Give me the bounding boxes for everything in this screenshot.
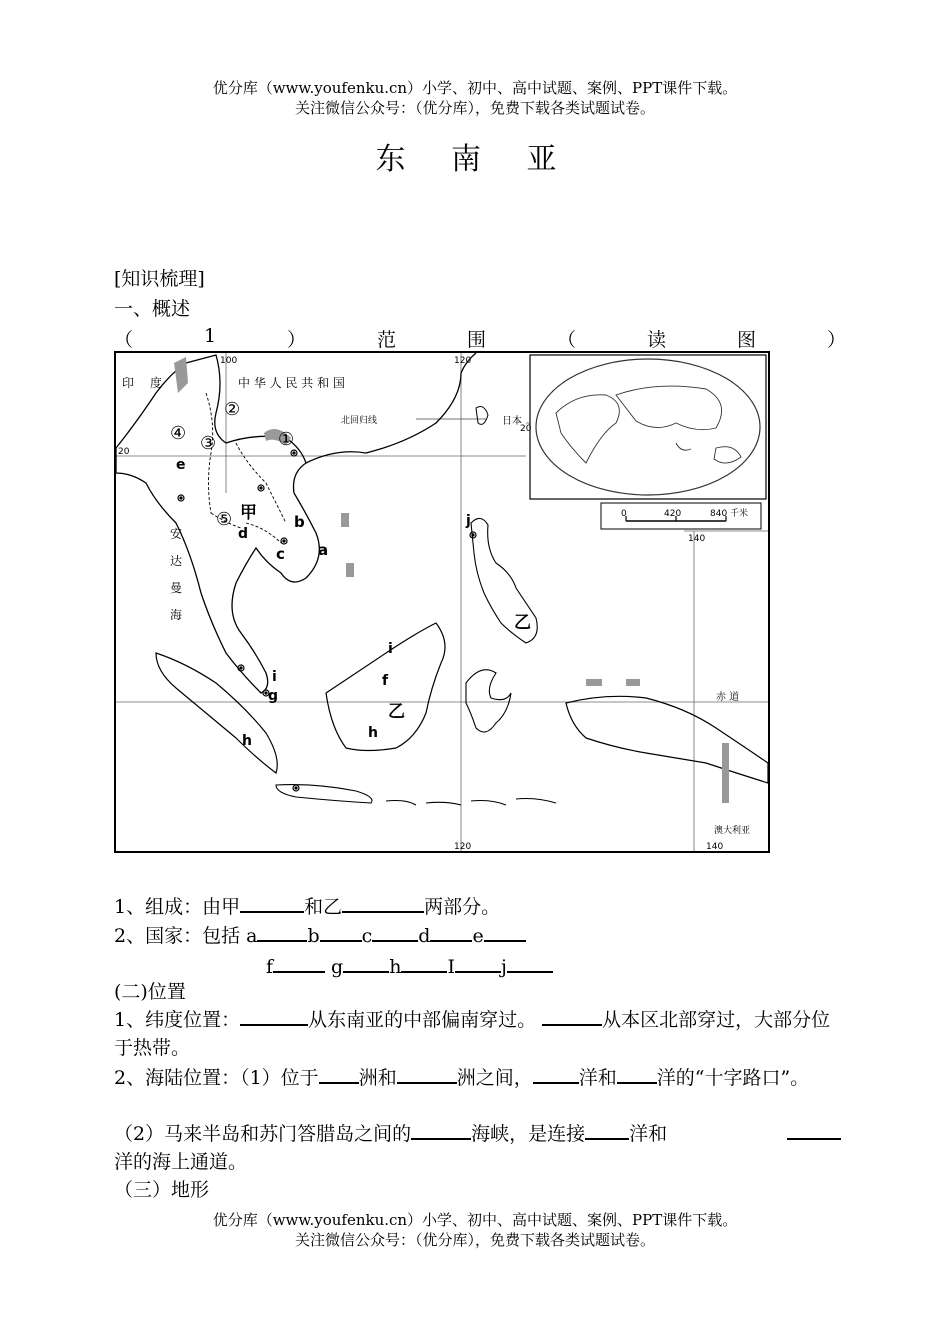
range-part: ） bbox=[826, 329, 846, 351]
letter-h: h bbox=[368, 725, 378, 741]
answer-blank[interactable] bbox=[585, 1120, 629, 1140]
taiwan bbox=[476, 407, 488, 425]
range-part: （ bbox=[557, 329, 577, 351]
letter-d: d bbox=[238, 526, 249, 542]
sea-text: 洲和 bbox=[358, 1067, 397, 1089]
answer-blank[interactable] bbox=[411, 1120, 471, 1140]
strait-text: （2）马来半岛和苏门答腊岛之间的 bbox=[114, 1123, 412, 1145]
letter-h: h bbox=[242, 733, 252, 749]
q2-text: f bbox=[266, 956, 274, 978]
answer-blank[interactable] bbox=[319, 1064, 359, 1084]
shaded-coast bbox=[174, 357, 188, 393]
q2-text: I bbox=[447, 956, 455, 978]
region-yi: 乙 bbox=[388, 702, 405, 722]
answer-blank[interactable] bbox=[372, 922, 418, 942]
letter-j: j bbox=[466, 513, 471, 529]
capital-markers bbox=[178, 450, 476, 791]
answer-blank[interactable] bbox=[455, 953, 501, 973]
map-label-india: 印 bbox=[122, 376, 135, 390]
strait-text: 洋的海上通道。 bbox=[114, 1151, 248, 1173]
map-label-equator: 赤 道 bbox=[716, 692, 740, 703]
map-label-china: 中 华 人 民 共 和 国 bbox=[238, 376, 345, 390]
answer-blank[interactable] bbox=[542, 1006, 602, 1026]
range-part: 读 bbox=[646, 329, 666, 351]
circled-number: ② bbox=[224, 399, 241, 420]
circled-number: ④ bbox=[170, 423, 187, 444]
scale-label: 0 bbox=[621, 509, 627, 519]
sea-text: 洋和 bbox=[578, 1067, 617, 1089]
strait-text: 海峡，是连接 bbox=[471, 1123, 586, 1145]
shaded-coast bbox=[586, 679, 602, 686]
answer-blank[interactable] bbox=[240, 893, 304, 913]
lon-label: 140 bbox=[706, 842, 724, 851]
lesser-sunda bbox=[386, 799, 556, 806]
range-part: 围 bbox=[467, 329, 487, 351]
map-label-australia: 澳大利亚 bbox=[714, 826, 751, 836]
map-label-india: 度 bbox=[150, 376, 163, 390]
circled-number: ⑤ bbox=[216, 509, 233, 530]
answer-blank[interactable] bbox=[533, 1064, 579, 1084]
answer-blank[interactable] bbox=[342, 893, 424, 913]
region-jia: 甲 bbox=[240, 503, 257, 523]
question-composition bbox=[114, 893, 500, 919]
sumatra bbox=[156, 653, 277, 773]
range-part: ） bbox=[287, 329, 307, 351]
southeast-asia-map bbox=[114, 351, 770, 853]
letter-i: i bbox=[388, 641, 393, 657]
map-label-andaman: 达 bbox=[170, 554, 183, 568]
q1-text: 1、组成：由甲 bbox=[114, 896, 241, 918]
q2-text: b bbox=[307, 925, 320, 947]
q2-text: 2、国家：包括 a bbox=[114, 925, 258, 947]
q2-text: d bbox=[418, 925, 431, 947]
range-part: （ bbox=[114, 329, 134, 351]
header-line-1: 优分库（www.youfenku.cn）小学、初中、高中试题、案例、PPT课件下载。 bbox=[212, 79, 738, 97]
footer-line-2: 关注微信公众号：（优分库），免费下载各类试题试卷。 bbox=[294, 1231, 655, 1249]
section-terrain: （三）地形 bbox=[114, 1179, 210, 1201]
shaded-coast bbox=[722, 743, 729, 803]
answer-blank[interactable] bbox=[787, 1120, 841, 1140]
new-guinea bbox=[566, 696, 768, 783]
question-countries-2 bbox=[266, 953, 553, 979]
answer-blank[interactable] bbox=[507, 953, 553, 973]
lon-label: 100 bbox=[220, 356, 238, 366]
q2-text: g bbox=[331, 956, 344, 978]
region-yi: 乙 bbox=[514, 613, 531, 633]
shaded-coast bbox=[341, 513, 349, 527]
letter-c: c bbox=[276, 545, 285, 563]
scale-label: 840 千米 bbox=[710, 509, 749, 519]
strait-text: 洋和 bbox=[629, 1123, 668, 1145]
sea-text: 洲之间， bbox=[456, 1067, 533, 1089]
q2-text: h bbox=[389, 956, 402, 978]
answer-blank[interactable] bbox=[484, 922, 526, 942]
circled-number: ③ bbox=[200, 433, 217, 454]
letter-f: f bbox=[382, 673, 389, 689]
range-heading bbox=[114, 325, 846, 352]
map-label-andaman: 安 bbox=[170, 527, 183, 541]
answer-blank[interactable] bbox=[320, 922, 362, 942]
shaded-coast bbox=[626, 679, 640, 686]
q1-text: 两部分。 bbox=[424, 896, 501, 918]
footer-line-1: 优分库（www.youfenku.cn）小学、初中、高中试题、案例、PPT课件下载。 bbox=[212, 1211, 738, 1229]
page-title: 东 南 亚 bbox=[375, 142, 575, 177]
china-coast bbox=[306, 353, 476, 463]
scale-label: 420 bbox=[664, 509, 682, 519]
lon-label: 140 bbox=[688, 534, 706, 544]
lon-label: 120 bbox=[454, 842, 472, 851]
shaded-coast bbox=[346, 563, 354, 577]
question-sea-land bbox=[114, 1064, 846, 1092]
q1-text: 和乙 bbox=[304, 896, 343, 918]
section-position: (二)位置 bbox=[114, 981, 186, 1003]
question-countries bbox=[114, 922, 526, 948]
answer-blank[interactable] bbox=[240, 1006, 308, 1026]
sea-text: 2、海陆位置：（1）位于 bbox=[114, 1067, 319, 1089]
answer-blank[interactable] bbox=[617, 1064, 657, 1084]
java bbox=[276, 785, 372, 803]
answer-blank[interactable] bbox=[273, 953, 325, 973]
letter-a: a bbox=[318, 541, 329, 559]
answer-blank[interactable] bbox=[430, 922, 472, 942]
answer-blank[interactable] bbox=[343, 953, 389, 973]
answer-blank[interactable] bbox=[401, 953, 447, 973]
answer-blank[interactable] bbox=[257, 922, 307, 942]
range-part: 范 bbox=[377, 329, 397, 351]
lon-label: 120 bbox=[454, 356, 472, 366]
world-inset bbox=[530, 355, 766, 529]
section-overview: 一、概述 bbox=[114, 298, 191, 320]
header-line-2: 关注微信公众号：（优分库），免费下载各类试题试卷。 bbox=[294, 99, 655, 117]
question-strait bbox=[114, 1120, 846, 1176]
range-part: 图 bbox=[736, 329, 756, 351]
q2-text: c bbox=[361, 925, 373, 947]
question-latitude bbox=[114, 1006, 846, 1062]
letter-e: e bbox=[176, 457, 186, 473]
sea-text: 洋的“十字路口”。 bbox=[656, 1067, 810, 1089]
map-label-japan: 日本 bbox=[502, 416, 522, 427]
lat-text: 从本区北部穿过，大部分位于热带。 bbox=[114, 1009, 831, 1059]
map-label-andaman: 曼 bbox=[170, 581, 183, 595]
range-part: 1 bbox=[203, 325, 217, 347]
section-knowledge: [知识梳理] bbox=[114, 268, 205, 290]
q2-text: j bbox=[500, 956, 507, 978]
lat-text: 从东南亚的中部偏南穿过。 bbox=[308, 1009, 537, 1031]
circled-number: ① bbox=[278, 429, 295, 450]
q2-text: e bbox=[472, 925, 484, 947]
letter-g: g bbox=[268, 688, 279, 704]
sulawesi bbox=[466, 670, 511, 732]
lat-label: 20 bbox=[520, 424, 532, 434]
letter-b: b bbox=[294, 513, 305, 531]
map-label-andaman: 海 bbox=[170, 608, 183, 622]
answer-blank[interactable] bbox=[397, 1064, 457, 1084]
lat-label: 20 bbox=[118, 447, 130, 457]
letter-i: i bbox=[272, 669, 277, 685]
lat-text: 1、纬度位置： bbox=[114, 1009, 241, 1031]
map-label-tropic: 北回归线 bbox=[341, 416, 378, 426]
